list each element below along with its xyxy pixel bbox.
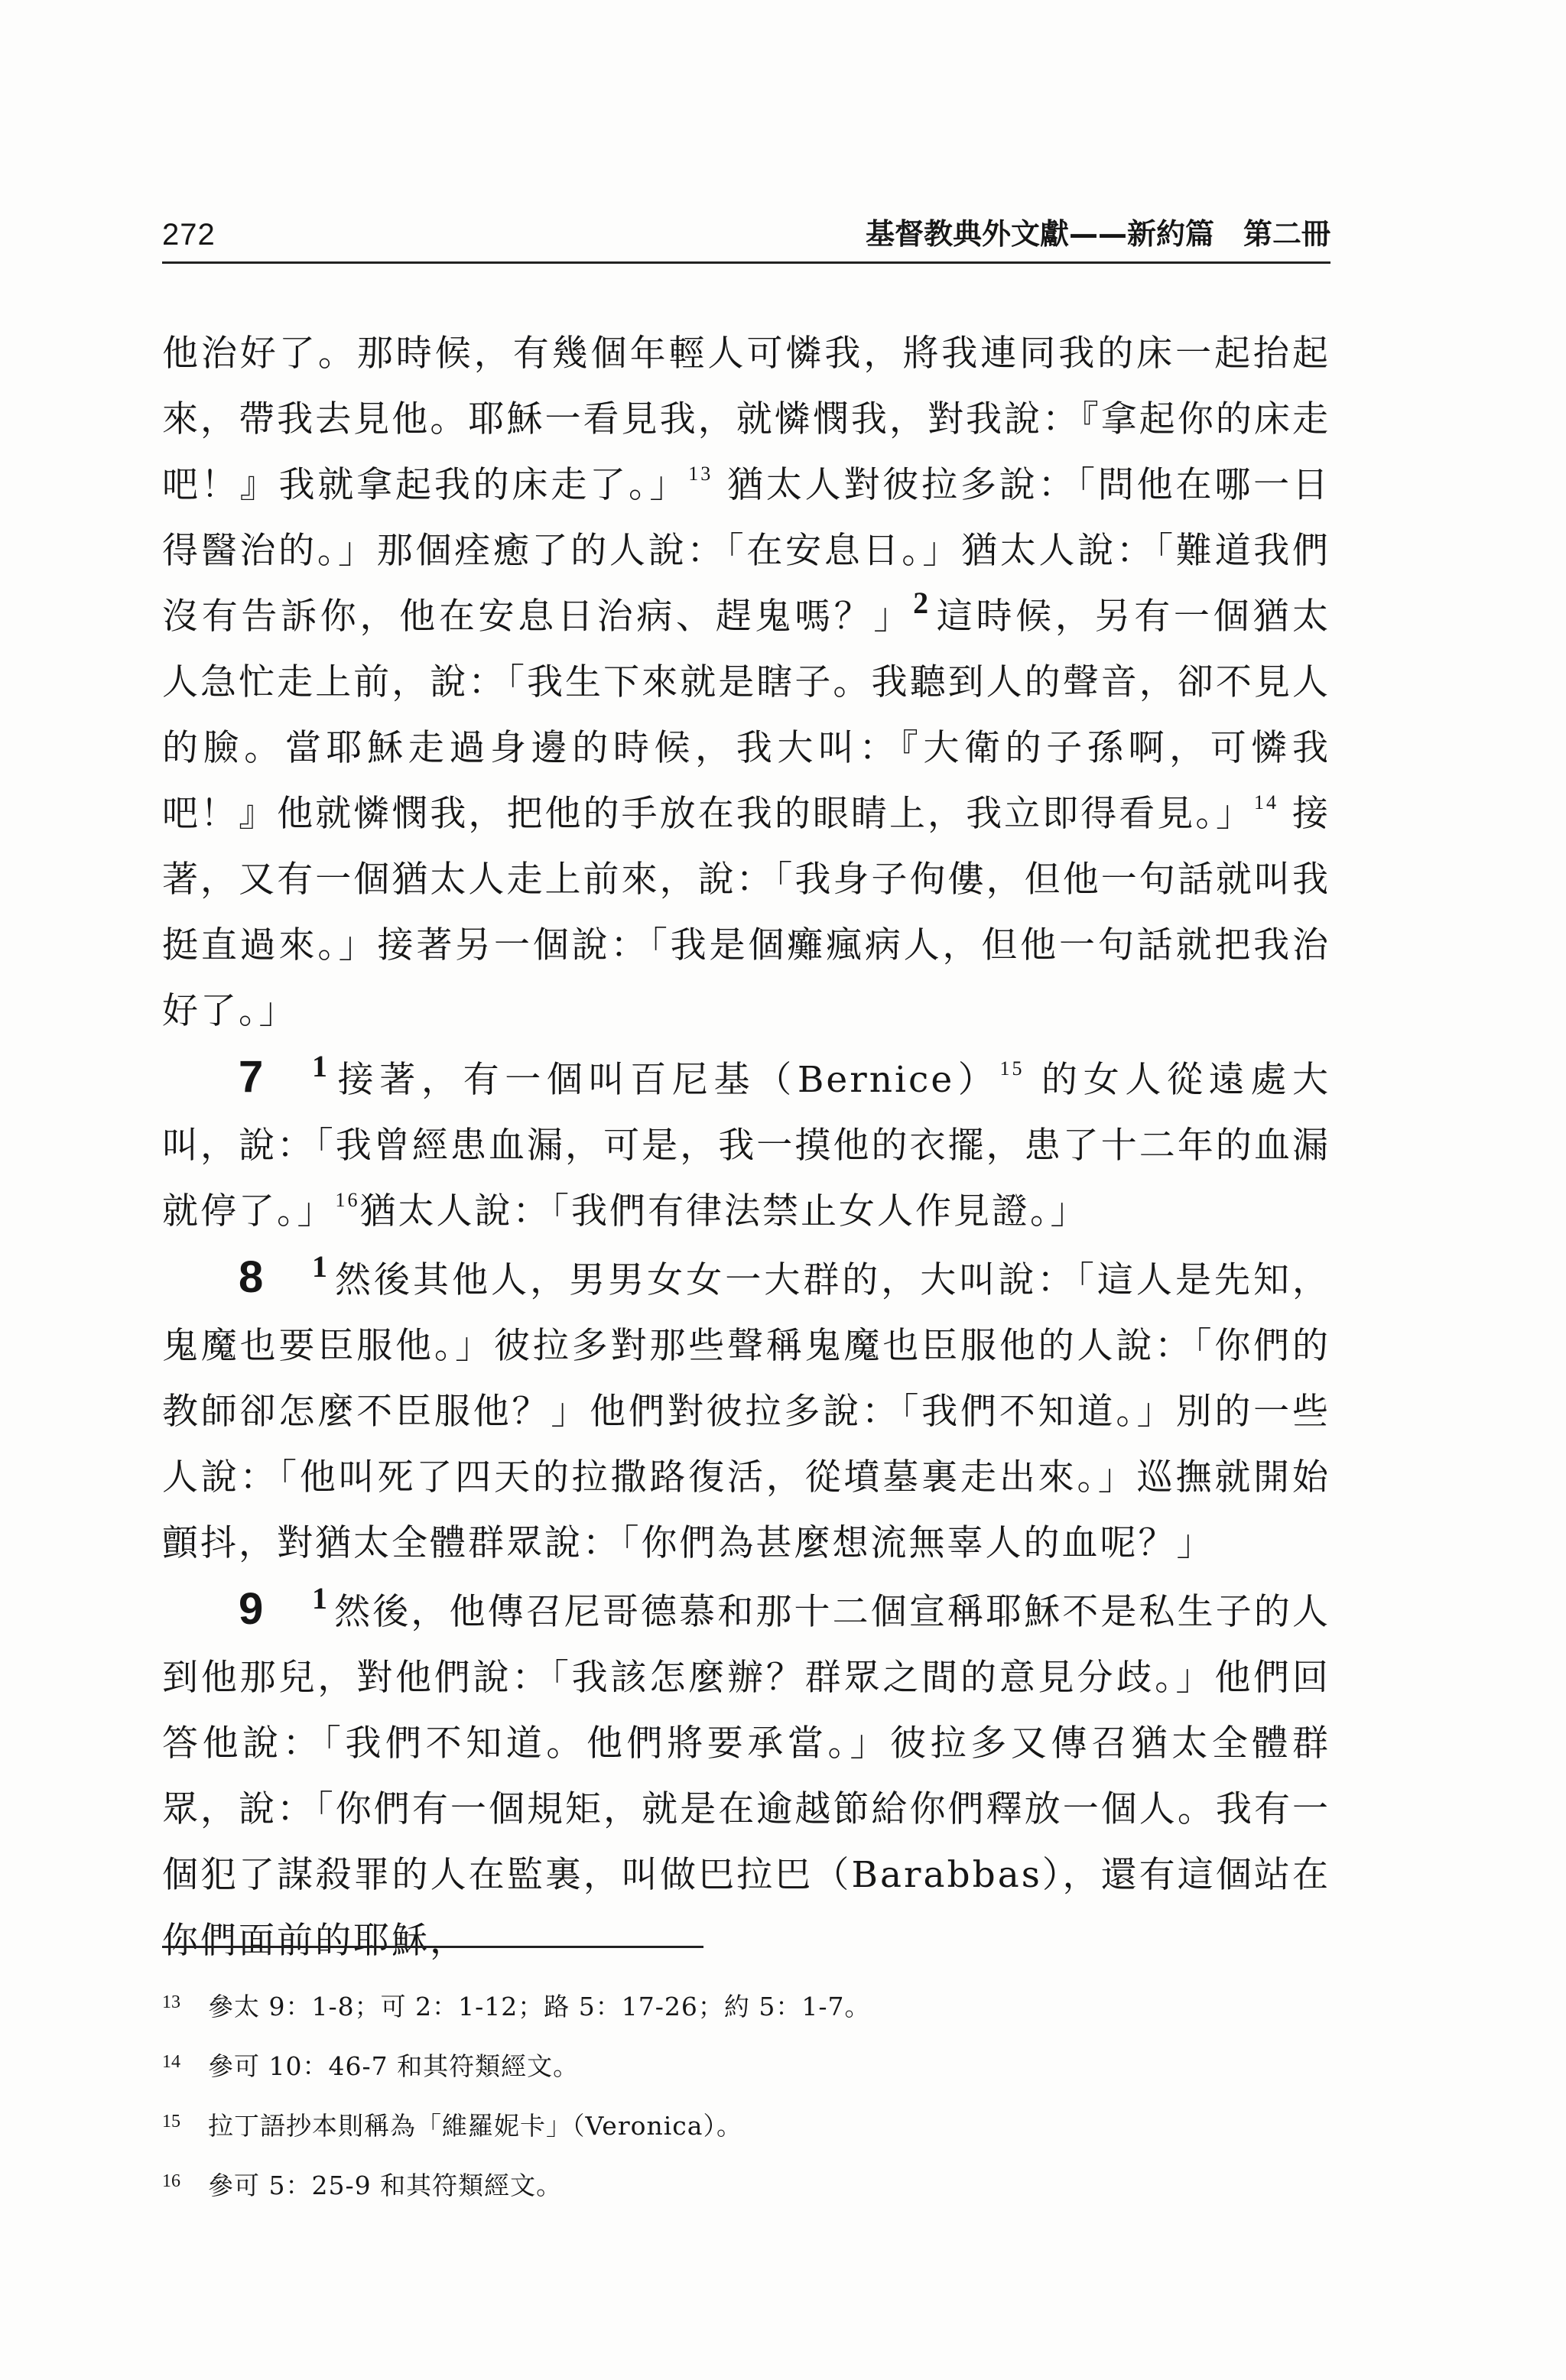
footnote-number: 14: [162, 2052, 180, 2072]
footnote-ref-15[interactable]: 15: [999, 1057, 1025, 1080]
footnote-number: 13: [162, 1992, 180, 2012]
footnote-text: 拉丁語抄本則稱為「維羅妮卡」（Veronica）。: [208, 2111, 742, 2141]
footnote-ref-14[interactable]: 14: [1254, 791, 1278, 813]
footnote-13: [162, 1988, 1330, 2047]
footnote-text: 參太 9：1-8；可 2：1-12；路 5：17-26；約 5：1-7。: [208, 1992, 871, 2021]
running-title: 基督教典外文獻——新約篇 第二冊: [865, 217, 1330, 251]
footnote-14: [162, 2047, 1330, 2107]
chapter-number: 9: [239, 1584, 266, 1634]
paragraph-chapter-7: [162, 1044, 1330, 1245]
paragraph-continued: [162, 321, 1330, 1044]
text-run: 猶太人對彼拉多說：「問他在哪一日得醫治的。」那個痊癒了的人說：「在安息日。」猶太人說：「難道我們沒有告訴你，他在安息日治病、趕鬼嗎？」: [162, 464, 1330, 638]
text-run: 他治好了。那時候，有幾個年輕人可憐我，將我連同我的床一起抬起來，帶我去見他。耶穌一看見我，就憐憫我，對我說：『拿起你的床走吧！』我就拿起我的床走了。」: [162, 333, 1330, 506]
footnote-ref-16[interactable]: 16: [335, 1189, 360, 1211]
paragraph-chapter-8: [162, 1245, 1330, 1576]
verse-number: 1: [312, 1249, 330, 1284]
footnote-ref-13[interactable]: 13: [688, 463, 713, 485]
chapter-number: 8: [239, 1252, 266, 1302]
text-run: 猶太人說：「我們有律法禁止女人作見證。」: [359, 1190, 1089, 1232]
text-run: 然後其他人，男男女女一大群的，大叫說：「這人是先知，鬼魔也要臣服他。」彼拉多對那些聲稱鬼魔也臣服他的人說：「你們的教師卻怎麼不臣服他？」他們對彼拉多說：「我們不知道。」別的一些人說：「他叫死了四天的拉撒路復活，從墳墓裏走出來。」巡撫就開始顫抖，對猶太全體群眾說：「你們為甚麼想流無辜人的血呢？」: [162, 1259, 1330, 1564]
page-number: 272: [162, 218, 216, 252]
chapter-number: 7: [239, 1052, 266, 1102]
text-run: 這時候，另有一個猶太人急忙走上前，說：「我生下來就是瞎子。我聽到人的聲音，卻不見人的臉。當耶穌走過身邊的時候，我大叫：『大衛的子孫啊，可憐我吧！』他就憐憫我，把他的手放在我的眼睛上，我立即得看見。」: [162, 596, 1331, 835]
footnote-text: 參可 5：25-9 和其符類經文。: [208, 2171, 563, 2200]
main-text: [162, 321, 1330, 1974]
page-header: [162, 200, 1330, 264]
text-run: 接著，又有一個猶太人走上前來，說：「我身子佝僂，但他一句話就叫我挺直過來。」接著另一個說：「我是個癱瘋病人，但他一句話就把我治好了。」: [162, 793, 1330, 1032]
footnote-number: 16: [162, 2171, 180, 2191]
text-run: 接著，有一個叫百尼基（Bernice）: [334, 1059, 1000, 1101]
footnote-16: [162, 2167, 1330, 2226]
footnote-15: [162, 2107, 1330, 2167]
verse-number: 1: [312, 1581, 330, 1615]
verse-number: 1: [312, 1049, 330, 1083]
paragraph-chapter-9: [162, 1576, 1330, 1974]
footnote-number: 15: [162, 2112, 180, 2132]
footnotes: [162, 1988, 1330, 2226]
text-run: 的女人從遠處大叫，說：「我曾經患血漏，可是，我一摸他的衣擺，患了十二年的血漏就停了。」: [162, 1059, 1330, 1232]
footnote-text: 參可 10：46-7 和其符類經文。: [208, 2051, 580, 2081]
footnote-divider: [162, 1946, 703, 1948]
text-run: 然後，他傳召尼哥德慕和那十二個宣稱耶穌不是私生子的人到他那兒，對他們說：「我該怎麼辦？群眾之間的意見分歧。」他們回答他說：「我們不知道。他們將要承當。」彼拉多又傳召猶太全體群眾，說：「你們有一個規矩，就是在逾越節給你們釋放一個人。我有一個犯了謀殺罪的人在監裏，叫做巴拉巴（Barabbas），還有這個站在你們面前的耶穌，: [162, 1591, 1330, 1962]
verse-number: 2: [913, 586, 931, 620]
